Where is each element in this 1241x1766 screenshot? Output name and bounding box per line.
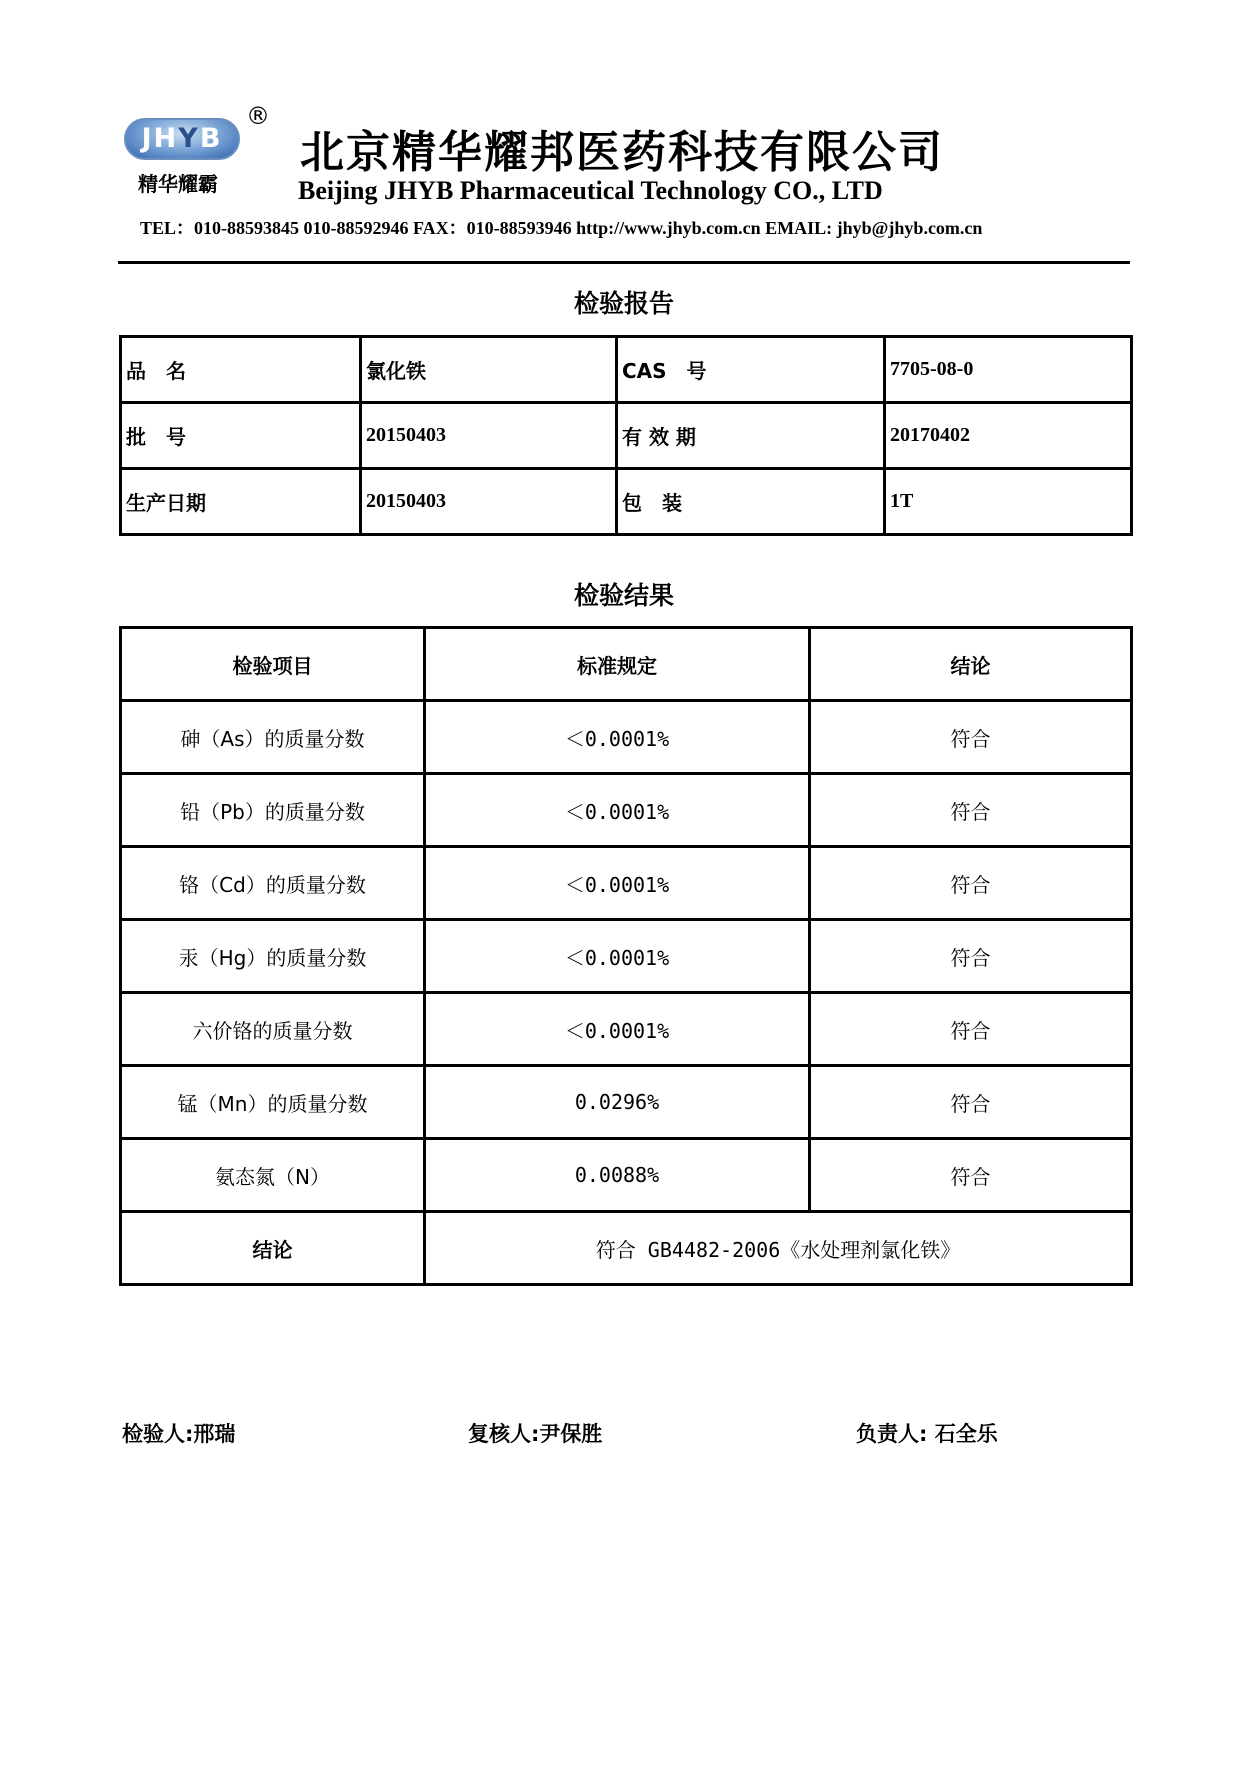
test-conclusion: 符合 <box>810 774 1132 847</box>
table-row <box>121 774 1132 847</box>
table-row <box>121 1139 1132 1212</box>
test-conclusion: 符合 <box>810 920 1132 993</box>
test-item: 铅（Pb）的质量分数 <box>121 774 425 847</box>
test-standard: 0.0088% <box>425 1139 810 1212</box>
table-row <box>121 1066 1132 1139</box>
table-row <box>121 847 1132 920</box>
test-conclusion: 符合 <box>810 1066 1132 1139</box>
info-value: 20150403 <box>361 469 617 535</box>
test-item: 锰（Mn）的质量分数 <box>121 1066 425 1139</box>
info-row <box>121 337 1132 403</box>
company-name-chinese: 北京精华耀邦医药科技有限公司 <box>300 127 944 178</box>
test-conclusion: 符合 <box>810 1139 1132 1212</box>
test-standard: 0.0296% <box>425 1066 810 1139</box>
info-label: 包 装 <box>617 469 885 535</box>
test-item: 氨态氮（N） <box>121 1139 425 1212</box>
header-conclusion: 结论 <box>810 628 1132 701</box>
table-row <box>121 920 1132 993</box>
info-value: 20150403 <box>361 403 617 469</box>
header-divider <box>118 261 1130 264</box>
info-label: CAS 号 <box>617 337 885 403</box>
test-conclusion: 符合 <box>810 993 1132 1066</box>
test-item: 六价铬的质量分数 <box>121 993 425 1066</box>
info-row <box>121 469 1132 535</box>
reviewer-signature: 复核人:尹保胜 <box>468 1422 603 1446</box>
test-conclusion: 符合 <box>810 701 1132 774</box>
logo-letters: JHYB <box>141 123 223 154</box>
results-title: 检验结果 <box>573 581 674 610</box>
report-title: 检验报告 <box>573 289 674 318</box>
info-value: 20170402 <box>885 403 1132 469</box>
header-standard: 标准规定 <box>425 628 810 701</box>
results-header-row <box>121 628 1132 701</box>
contact-line: TEL：010-88593845 010-88592946 FAX：010-88593946 http://www.jhyb.com.cn EMAIL: jhyb@jhyb.com.cn <box>140 218 983 238</box>
test-standard: ＜0.0001% <box>425 701 810 774</box>
header-item: 检验项目 <box>121 628 425 701</box>
info-label: 品 名 <box>121 337 361 403</box>
responsible-signature: 负责人: 石全乐 <box>856 1422 998 1446</box>
final-conclusion-value: 符合 GB4482-2006《水处理剂氯化铁》 <box>425 1212 1132 1285</box>
test-item: 砷（As）的质量分数 <box>121 701 425 774</box>
info-label: 批 号 <box>121 403 361 469</box>
test-standard: ＜0.0001% <box>425 920 810 993</box>
test-item: 铬（Cd）的质量分数 <box>121 847 425 920</box>
test-item: 汞（Hg）的质量分数 <box>121 920 425 993</box>
company-name-english: Beijing JHYB Pharmaceutical Technology CO., LTD <box>298 176 883 205</box>
info-label: 生产日期 <box>121 469 361 535</box>
logo-chinese-text: 精华耀霸 <box>138 172 218 196</box>
results-table <box>119 626 1133 1286</box>
company-logo <box>118 102 270 202</box>
product-info-table <box>119 335 1133 536</box>
test-standard: ＜0.0001% <box>425 993 810 1066</box>
test-standard: ＜0.0001% <box>425 847 810 920</box>
registered-mark: ® <box>246 102 270 130</box>
info-label: 有 效 期 <box>617 403 885 469</box>
info-value: 7705-08-0 <box>885 337 1132 403</box>
final-conclusion-row <box>121 1212 1132 1285</box>
test-standard: ＜0.0001% <box>425 774 810 847</box>
test-conclusion: 符合 <box>810 847 1132 920</box>
info-value: 氯化铁 <box>361 337 617 403</box>
info-row <box>121 403 1132 469</box>
table-row <box>121 993 1132 1066</box>
inspector-signature: 检验人:邢瑞 <box>122 1422 236 1446</box>
table-row <box>121 701 1132 774</box>
final-conclusion-label: 结论 <box>121 1212 425 1285</box>
info-value: 1T <box>885 469 1132 535</box>
